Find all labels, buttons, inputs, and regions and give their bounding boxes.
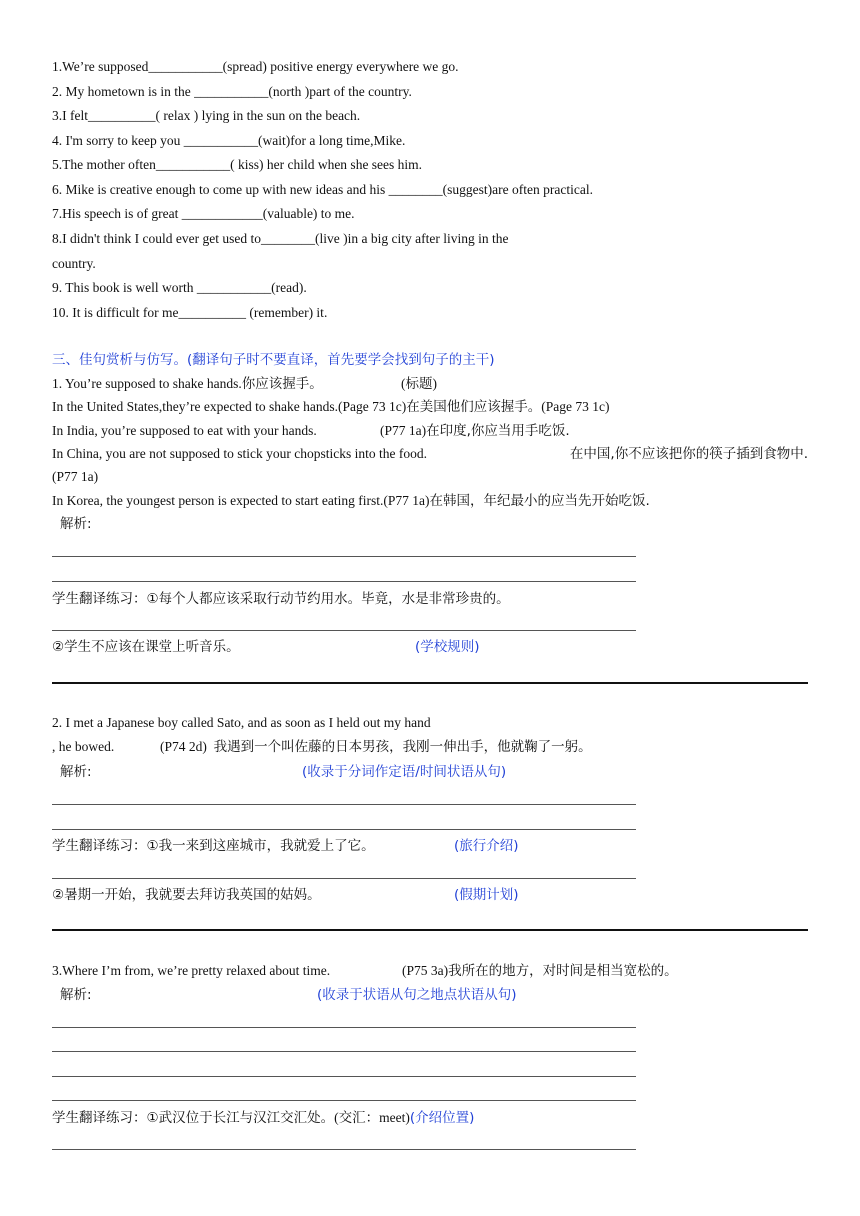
- answer-line[interactable]: [52, 1076, 636, 1077]
- item2-analysis-tag: (收录于分词作定语/时间状语从句): [302, 764, 507, 780]
- answer-line[interactable]: [52, 630, 636, 631]
- item1-line1-cn: 你应该握手。: [241, 376, 323, 392]
- item2-line1: 2. I met a Japanese boy called Sato, and as soon as I held out my hand: [52, 715, 431, 730]
- answer-line[interactable]: [52, 1100, 636, 1101]
- exercise-1: 1.We’re supposed___________(spread) positive energy everywhere we go.: [52, 59, 459, 74]
- exercise-4: 4. I'm sorry to keep you ___________(wait)for a long time,Mike.: [52, 133, 406, 148]
- item3-line1-cn: 我所在的地方，对时间是相当宽松的。: [448, 963, 678, 979]
- item1-line2-cn: 在美国他们应该握手。: [406, 399, 542, 415]
- item1-line4: [52, 445, 808, 463]
- item1-practice2-tag: (学校规则): [415, 639, 480, 655]
- item1-line5-en: In Korea, the youngest person is expected to start eating first.(P77 1a): [52, 493, 430, 508]
- item2-analysis-label: 解析:: [60, 764, 92, 780]
- item3-practice1-cn: 学生翻译练习：①武汉位于长江与汉江交汇处。: [52, 1110, 335, 1126]
- item3-analysis-label: 解析:: [60, 987, 92, 1003]
- exercise-10: 10. It is difficult for me__________ (remember) it.: [52, 305, 328, 320]
- exercise-8: 8.I didn't think I could ever get used to________(live )in a big city after living in the: [52, 231, 509, 246]
- answer-line[interactable]: [52, 829, 636, 830]
- item3-line1-en: 3.Where I’m from, we’re pretty relaxed about time.: [52, 963, 331, 978]
- item2-practice1-tag: (旅行介绍): [454, 838, 519, 854]
- exercise-3: 3.I felt__________( relax ) lying in the sun on the beach.: [52, 108, 361, 123]
- exercise-5: 5.The mother often___________( kiss) her child when she sees him.: [52, 157, 423, 172]
- item2-practice2: ②暑期一开始，我就要去拜访我英国的姑妈。: [52, 887, 321, 903]
- item3-analysis-tag: (收录于状语从句之地点状语从句): [317, 987, 517, 1003]
- item1-line4b: (P77 1a): [52, 469, 99, 484]
- answer-line[interactable]: [52, 581, 636, 582]
- item1-line3: [380, 422, 570, 440]
- exercise-6: 6. Mike is creative enough to come up with new ideas and his ________(suggest)are often practical.: [52, 182, 593, 197]
- item2-practice2-tag: (假期计划): [454, 887, 519, 903]
- item1-line3-cn: 在印度,你应当用手吃饭.: [426, 423, 570, 439]
- item1-practice1: 学生翻译练习：①每个人都应该采取行动节约用水。毕竟，水是非常珍贵的。: [52, 591, 510, 607]
- item1-line2-ref: (Page 73 1c): [541, 399, 610, 414]
- item1-line4-cn: 在中国,你不应该把你的筷子插到食物中.: [569, 446, 808, 462]
- item1-line1-tag: (标题): [401, 376, 437, 391]
- section-divider: [52, 682, 808, 684]
- item2-line2: [160, 738, 592, 756]
- section-heading: 三、佳句赏析与仿写。(翻译句子时不要直译，首先要学会找到句子的主干): [52, 352, 495, 368]
- answer-line[interactable]: [52, 556, 636, 557]
- item1-line5: [52, 492, 650, 510]
- item2-practice1: 学生翻译练习：①我一来到这座城市，我就爱上了它。: [52, 838, 375, 854]
- answer-line[interactable]: [52, 878, 636, 879]
- item1-line2: [52, 398, 610, 416]
- item1-line3-ref: (P77 1a): [380, 423, 427, 438]
- item1-line3-en: In India, you’re supposed to eat with your hands.: [52, 423, 317, 438]
- answer-line[interactable]: [52, 804, 636, 805]
- exercise-2: 2. My hometown is in the ___________(north )part of the country.: [52, 84, 412, 99]
- exercise-8-continued: country.: [52, 256, 96, 271]
- answer-line[interactable]: [52, 1149, 636, 1150]
- item1-line1-en: 1. You’re supposed to shake hands.: [52, 376, 242, 391]
- exercise-9: 9. This book is well worth ___________(read).: [52, 280, 307, 295]
- item1-analysis-label: 解析:: [60, 516, 92, 532]
- answer-line[interactable]: [52, 1051, 636, 1052]
- item1-line5-cn: 在韩国，年纪最小的应当先开始吃饭.: [429, 493, 650, 509]
- item2-line2-cn: 我遇到一个叫佐藤的日本男孩，我刚一伸出手，他就鞠了一躬。: [213, 739, 592, 755]
- answer-line[interactable]: [52, 1027, 636, 1028]
- item3-practice1-en: (交汇：meet): [334, 1110, 410, 1125]
- item1-line4-en: In China, you are not supposed to stick your chopsticks into the food.: [52, 446, 427, 461]
- item2-line2-en: , he bowed.: [52, 739, 115, 754]
- item3-line1-ref: (P75 3a): [402, 963, 449, 978]
- item2-line2-ref: (P74 2d): [160, 739, 207, 754]
- item1-practice2: ②学生不应该在课堂上听音乐。: [52, 639, 240, 655]
- item3-practice1-tag: (介绍位置): [409, 1110, 475, 1126]
- item3-line1: [402, 962, 678, 980]
- item3-practice1: [52, 1109, 474, 1127]
- exercise-7: 7.His speech is of great ____________(valuable) to me.: [52, 206, 355, 221]
- item1-line2-en: In the United States,they’re expected to shake hands.(Page 73 1c): [52, 399, 407, 414]
- section-divider: [52, 929, 808, 931]
- item1-line1: [52, 375, 323, 393]
